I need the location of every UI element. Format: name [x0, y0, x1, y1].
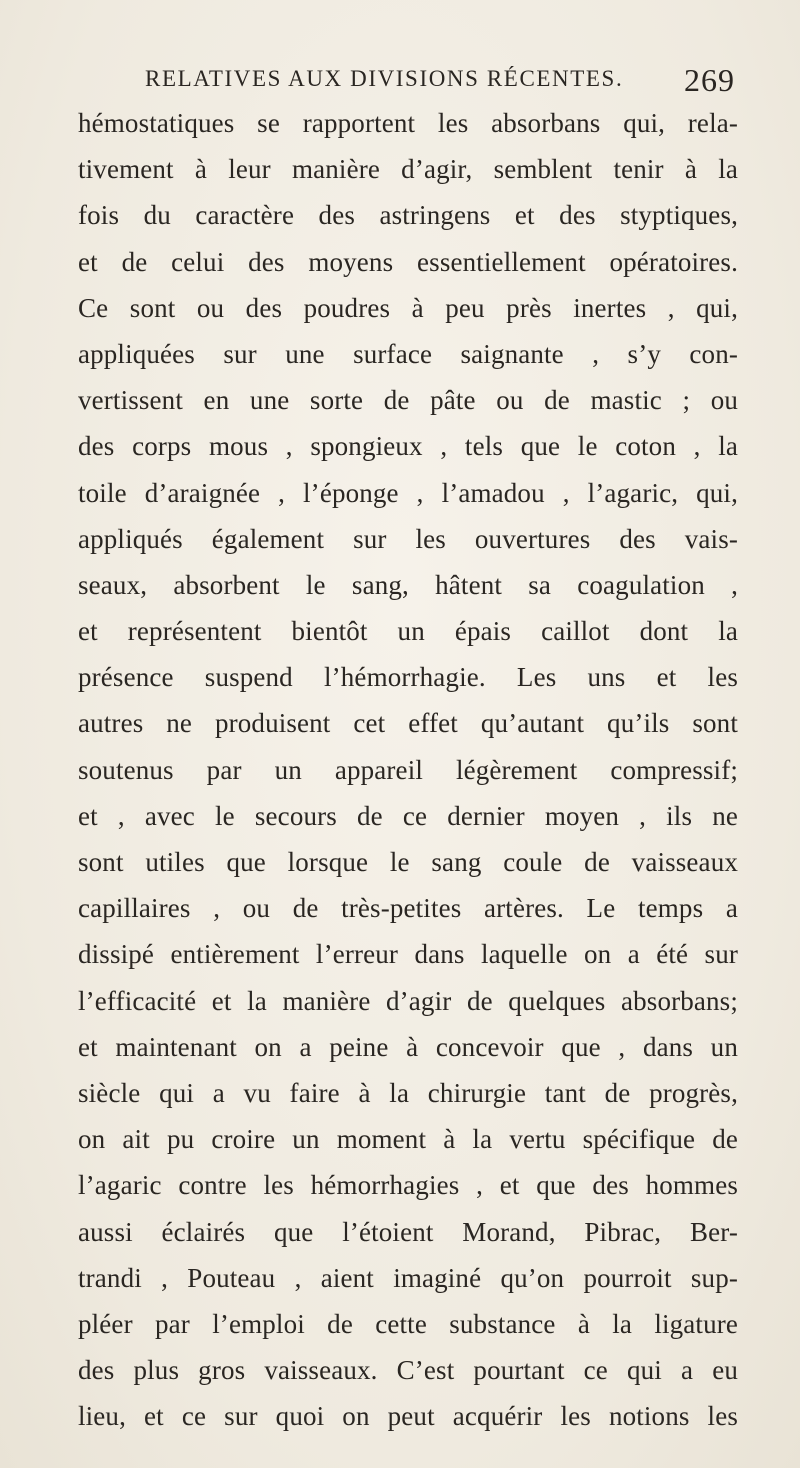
text-line: dissipé entièrement l’erreur dans laquelle on a été sur [78, 939, 738, 970]
text-line: hémostatiques se rapportent les absorbans qui, rela- [78, 108, 738, 138]
text-line: lieu, et ce sur quoi on peut acquérir les notions les [78, 1401, 738, 1432]
text-line: toile d’araignée , l’éponge , l’amadou , l’agaric, qui, [78, 477, 738, 508]
text-line: sont utiles que lorsque le sang coule de vaisseaux [78, 847, 738, 877]
body-text [78, 100, 738, 1439]
text-line: siècle qui a vu faire à la chirurgie tant de progrès, [78, 1077, 738, 1108]
text-line: et maintenant on a peine à concevoir que , dans un [78, 1031, 738, 1062]
text-line: capillaires , ou de très-petites artères. Le temps a [78, 893, 738, 924]
text-line: autres ne produisent cet effet qu’autant qu’ils sont [78, 708, 738, 739]
text-line: et de celui des moyens essentiellement opératoires. [78, 246, 738, 277]
running-head: RELATIVES AUX DIVISIONS RÉCENTES. [145, 66, 624, 91]
text-line: on ait pu croire un moment à la vertu spécifique de [78, 1124, 738, 1155]
text-line: des plus gros vaisseaux. C’est pourtant ce qui a eu [78, 1355, 738, 1386]
text-line: aussi éclairés que l’étoient Morand, Pibrac, Ber- [78, 1216, 738, 1247]
page-number: 269 [684, 62, 735, 98]
text-line: fois du caractère des astringens et des styptiques, [78, 200, 738, 231]
text-line: et , avec le secours de ce dernier moyen , ils ne [78, 800, 738, 831]
text-line: Ce sont ou des poudres à peu près inertes , qui, [78, 292, 738, 323]
text-line: soutenus par un appareil légèrement compressif; [78, 754, 738, 785]
text-line: trandi , Pouteau , aient imaginé qu’on pourroit sup- [78, 1262, 738, 1293]
text-line: tivement à leur manière d’agir, semblent tenir à la [78, 154, 738, 185]
text-line: appliqués également sur les ouvertures des vais- [78, 523, 738, 554]
text-line: appliquées sur une surface saignante , s’y con- [78, 338, 738, 369]
text-line: vertissent en une sorte de pâte ou de mastic ; ou [78, 385, 738, 416]
text-line: et représentent bientôt un épais caillot dont la [78, 616, 738, 647]
text-line: des corps mous , spongieux , tels que le coton , la [78, 431, 738, 462]
text-line: présence suspend l’hémorrhagie. Les uns et les [78, 662, 738, 693]
text-line: seaux, absorbent le sang, hâtent sa coagulation , [78, 569, 738, 600]
text-line: pléer par l’emploi de cette substance à la ligature [78, 1308, 738, 1339]
text-line: l’efficacité et la manière d’agir de quelques absorbans; [78, 985, 738, 1016]
text-line: l’agaric contre les hémorrhagies , et que des hommes [78, 1170, 738, 1201]
